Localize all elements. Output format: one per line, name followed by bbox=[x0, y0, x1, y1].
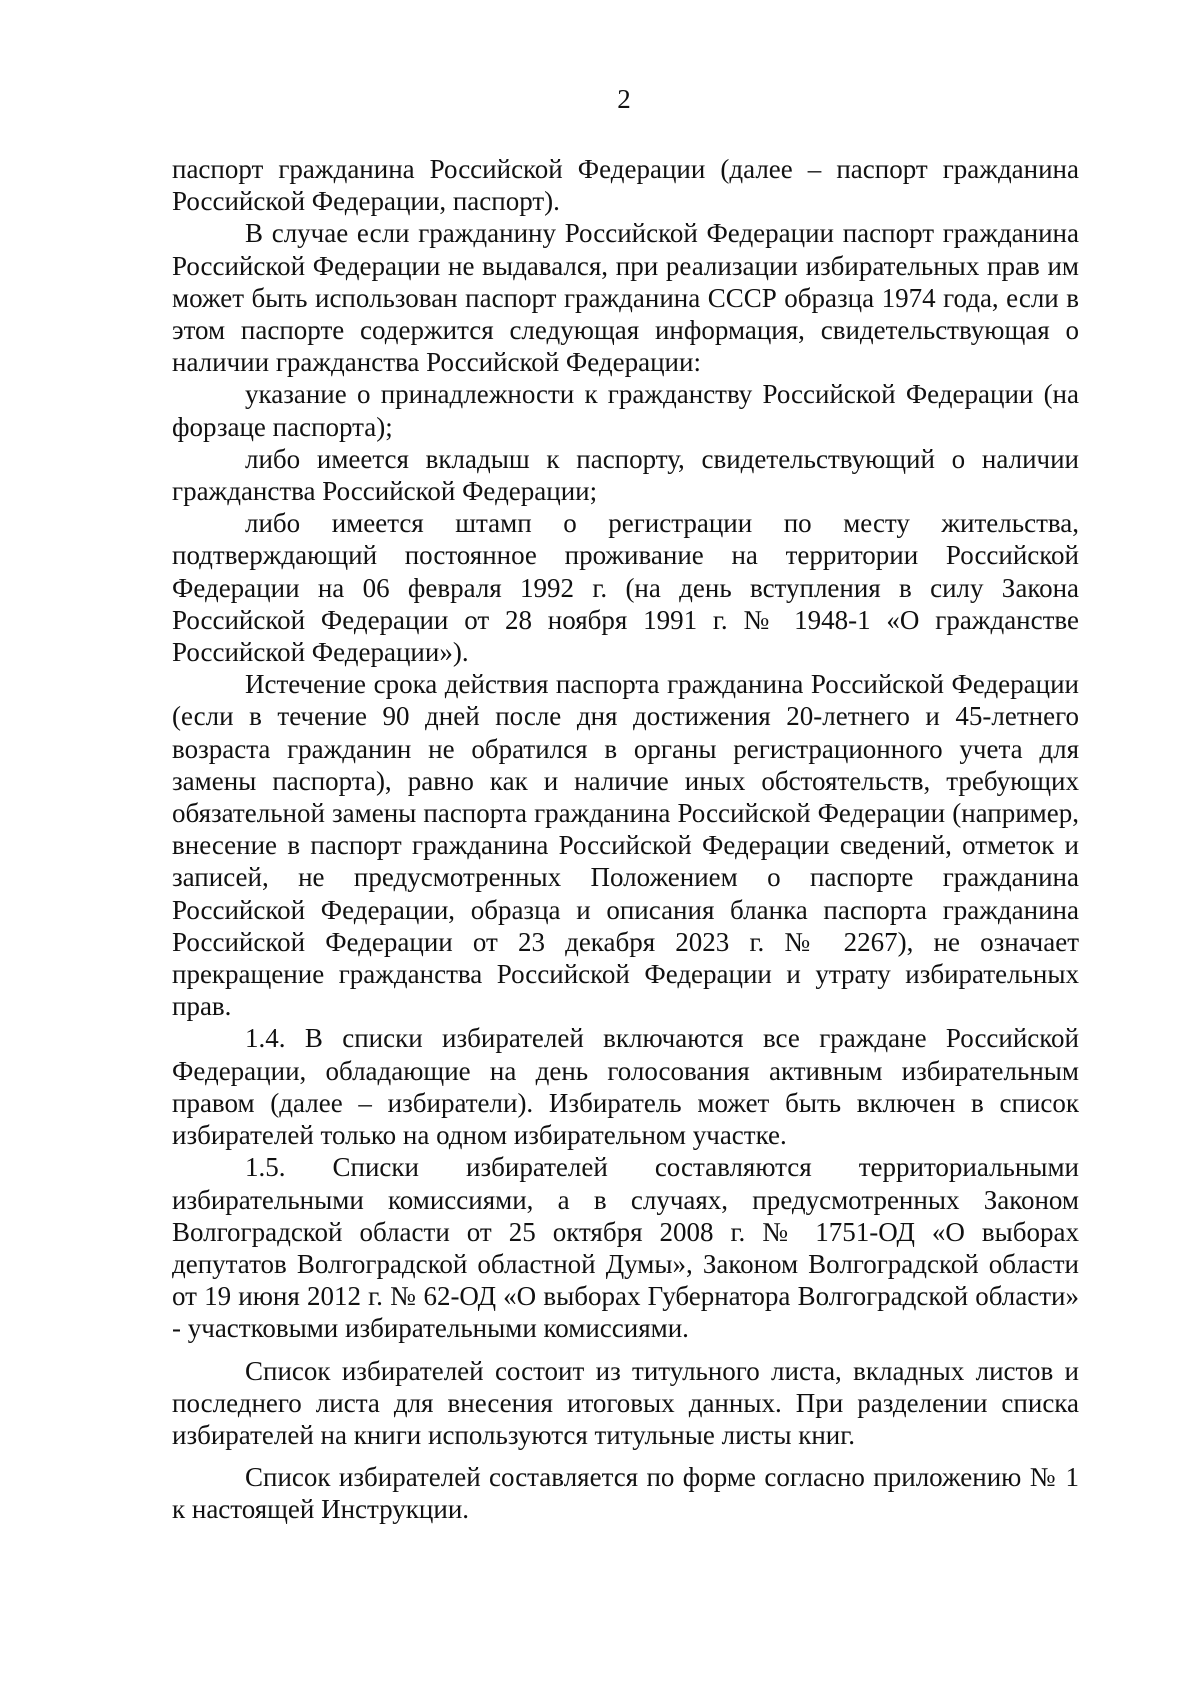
paragraph-citizenship-note: указание о принадлежности к гражданству Российской Федерации (на форзаце паспорта); bbox=[172, 379, 1079, 442]
paragraph-passport-expiry: Истечение срока действия паспорта гражданина Российской Федерации (если в течение 90 дней после дня достижения 20-летнего и 45-летнего возраста гражданин не обратился в органы регистрационного учета для замены паспорта), равно как и наличие иных обстоятельств, требующих обязательной замены паспорта гражданина Российской Федерации (например, внесение в паспорт гражданина Российской Федерации сведений, отметок и записей, не предусмотренных Положением о паспорте гражданина Российской Федерации, образца и описания бланка паспорта гражданина Российской Федерации от 23 декабря 2023 г. № 2267), не означает прекращение гражданства Российской Федерации и утрату избирательных прав. bbox=[172, 669, 1079, 1022]
paragraph-clause-1-4: 1.4. В списки избирателей включаются все граждане Российской Федерации, обладающие на день голосования активным избирательным правом (далее – избиратели). Избиратель может быть включен в список избирателей только на одном избирательном участке. bbox=[172, 1023, 1079, 1151]
paragraph-clause-1-5: 1.5. Списки избирателей составляются территориальными избирательными комиссиями, а в случаях, предусмотренных Законом Волгоградской области от 25 октября 2008 г. № 1751-ОД «О выборах депутатов Волгоградской областной Думы», Законом Волгоградской области от 19 июня 2012 г. № 62-ОД «О выборах Губернатора Волгоградской области» - участковыми избирательными комиссиями. bbox=[172, 1152, 1079, 1344]
page-number: 2 bbox=[617, 84, 631, 114]
paragraph-registration-stamp: либо имеется штамп о регистрации по месту жительства, подтверждающий постоянное проживание на территории Российской Федерации на 06 февраля 1992 г. (на день вступления в силу Закона Российской Федерации от 28 ноября 1991 г. № 1948-1 «О гражданстве Российской Федерации»). bbox=[172, 508, 1079, 668]
paragraph-passport-definition: паспорт гражданина Российской Федерации (далее – паспорт гражданина Российской Федерации, паспорт). bbox=[172, 154, 1079, 217]
paragraph-list-form: Список избирателей составляется по форме согласно приложению № 1 к настоящей Инструкции. bbox=[172, 1462, 1079, 1525]
paragraph-list-structure: Список избирателей состоит из титульного листа, вкладных листов и последнего листа для внесения итоговых данных. При разделении списка избирателей на книги используются титульные листы книг. bbox=[172, 1355, 1079, 1450]
paragraph-insert-sheet: либо имеется вкладыш к паспорту, свидетельствующий о наличии гражданства Российской Федерации; bbox=[172, 443, 1079, 507]
document-body bbox=[172, 153, 1079, 1526]
paragraph-ussr-passport: В случае если гражданину Российской Федерации паспорт гражданина Российской Федерации не выдавался, при реализации избирательных прав им может быть использован паспорт гражданина СССР образца 1974 года, если в этом паспорте содержится следующая информация, свидетельствующая о наличии гражданства Российской Федерации: bbox=[172, 218, 1079, 378]
